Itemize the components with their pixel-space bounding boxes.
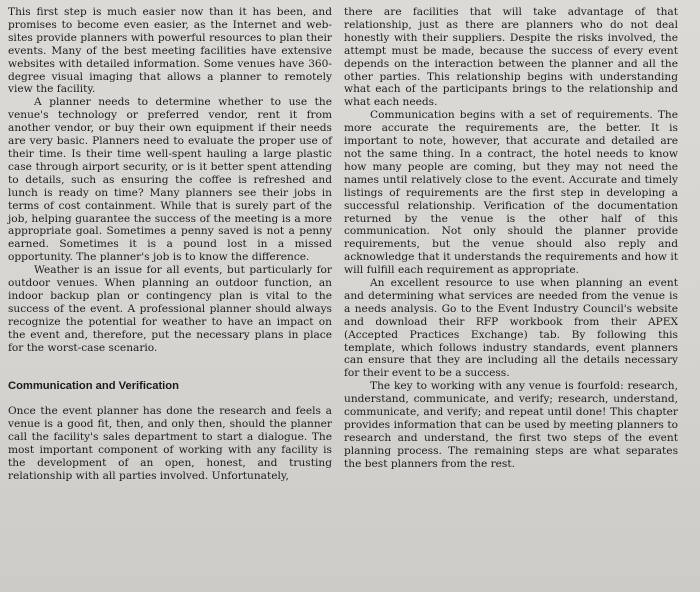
paragraph-right-4: The key to working with any venue is fourfold: research, understand, communicate, and verify; research, understand, communicate, and verify; and repeat until done! This chapter provides information that can be used by meeting planners to research and understand, the first two steps of the event planning process. The remaining steps are what separates the best planners from the rest. [344, 380, 678, 470]
paragraph-right-3: An excellent resource to use when planning an event and determining what services are needed from the venue is a needs analysis. Go to the Event Industry Council's website and download their RFP workbook from their APEX (Accepted Practices Exchange) tab. By following this template, which follows industry standards, event planners can ensure that they are including all the details necessary for their event to be a success. [344, 277, 678, 380]
paragraph-left-4: Once the event planner has done the research and feels a venue is a good fit, then, and only then, should the planner call the facility's sales department to start a dialogue. The most important component of working with any facility is the development of an open, honest, and trusting relationship with all parties involved. Unfortunately, [8, 405, 332, 482]
section-heading: Communication and Verification [8, 380, 179, 393]
paragraph-left-1: This first step is much easier now than it has been, and promises to become even easier, as the Internet and web-sites provide planners with powerful resources to plan their events. Many of the best meeting facilities have extensive websites with detailed information. Some venues have 360-degree visual imaging that allows a planner to remotely view the facility. [8, 6, 332, 96]
paragraph-right-1: there are facilities that will take advantage of that relationship, just as there are planners who do not deal honestly with their suppliers. Despite the risks involved, the attempt must be made, because the success of every event depends on the interaction between the planner and all the other parties. This relationship begins with understanding what each of the participants brings to the relationship and what each needs. [344, 6, 678, 109]
paragraph-left-2: A planner needs to determine whether to use the venue's technology or preferred vendor, rent it from another vendor, or buy their own equipment if their needs are very basic. Planners need to evaluate the proper use of their time. Is their time well-spent hauling a large plastic case through airport security, or is it better spent attending to details, such as ensuring the coffee is refreshed and lunch is ready on time? Many planners see their jobs in terms of cost containment. While that is surely part of the job, helping guarantee the success of the meeting is a more appropriate goal. Sometimes a penny saved is not a penny earned. Sometimes it is a pound lost in a missed opportunity. The planner's job is to know the difference. [8, 96, 332, 264]
paragraph-right-2: Communication begins with a set of requirements. The more accurate the requirements are, the better. It is important to note, however, that accurate and detailed are not the same thing. In a contract, the hotel needs to know how many people are coming, but they may not need the names until relatively close to the event. Accurate and timely listings of requirements are the first step in developing a successful relationship. Verification of the documentation returned by the venue is the other half of this communication. Not only should the planner provide requirements, but the venue should also reply and acknowledge that it understands the requirements and how it will fulfill each requirement as appropriate. [344, 109, 678, 277]
paragraph-left-3: Weather is an issue for all events, but particularly for outdoor venues. When planning an outdoor function, an indoor backup plan or contingency plan is vital to the success of the event. A professional planner should always recognize the potential for weather to have an impact on the event and, therefore, put the necessary plans in place for the worst-case scenario. [8, 264, 332, 354]
left-column [8, 6, 332, 483]
right-column [344, 6, 678, 471]
